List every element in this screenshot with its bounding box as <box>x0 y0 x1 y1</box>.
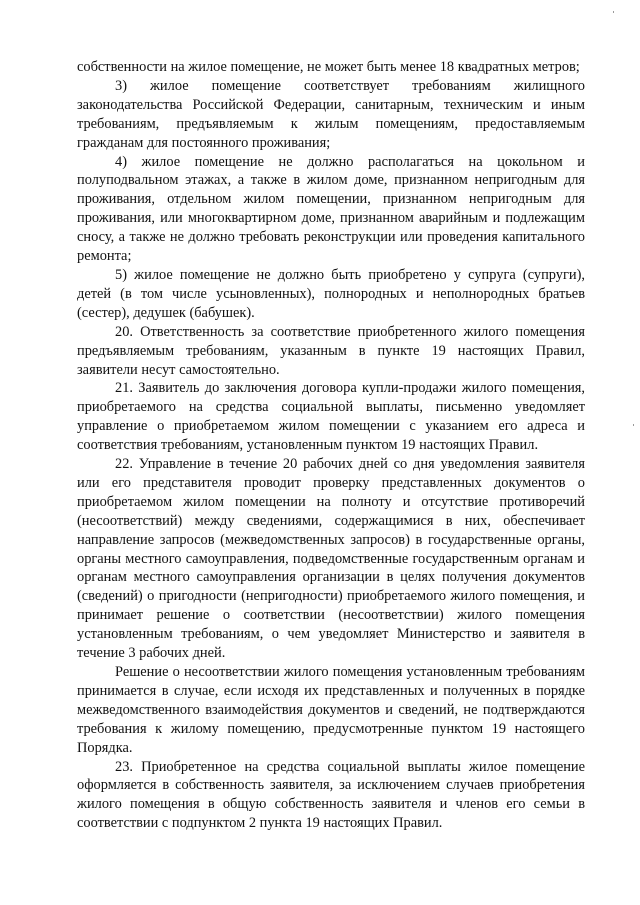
scan-artifact <box>613 11 614 13</box>
paragraph-continuation: собственности на жилое помещение, не может быть менее 18 квадратных метров; <box>77 59 580 75</box>
scan-artifact <box>633 424 634 426</box>
paragraph-decision: Решение о несоответствии жилого помещения установленным требованиям принимается в случае, если исходя их представленных и полученных в порядке межведомственного взаимодействия документов и сведений, не подтверждаются требования к жилому помещению, предусмотренные пунктом 19 настоящего Порядка. <box>77 664 585 756</box>
paragraph-clause-23: 23. Приобретенное на средства социальной выплаты жилое помещение оформляется в собственность заявителя, за исключением случаев приобретения жилого помещения в общую собственность заявителя и членов его семьи в соответствии с подпунктом 2 пункта 19 настоящих Правил. <box>77 758 585 832</box>
paragraph-clause-20: 20. Ответственность за соответствие приобретенного жилого помещения предъявляемым требованиям, указанным в пункте 19 настоящих Правил, заявители несут самостоятельно. <box>77 323 585 378</box>
paragraph-item-3: 3) жилое помещение соответствует требованиям жилищного законодательства Российской Федерации, санитарным, техническим и иным требованиям, предъявляемым к жилым помещениям, предоставляемым гражданам для постоянного проживания; <box>77 77 585 151</box>
document-body <box>77 58 585 833</box>
paragraph-clause-22: 22. Управление в течение 20 рабочих дней со дня уведомления заявителя или его представителя проводит проверку представленных документов о приобретаемом жилом помещении на полноту и отсутствие противоречий (несоответствий) между сведениями, содержащимися в них, обеспечивает направление запросов (межведомственных запросов) в государственные органы, органы местного самоуправления, подведомственные государственным органам и органам местного самоуправления организации в целях получения документов (сведений) о пригодности (непригодности) приобретаемого жилого помещения, и принимает решение о соответствии (несоответствии) жилого помещения установленным требованиям, о чем уведомляет Министерство и заявителя в течение 3 рабочих дней. <box>77 456 585 662</box>
paragraph-clause-21: 21. Заявитель до заключения договора купли-продажи жилого помещения, приобретаемого на средства социальной выплаты, письменно уведомляет управление о приобретаемом жилом помещении с указанием его адреса и соответствия требованиям, установленным пунктом 19 настоящих Правил. <box>77 380 585 454</box>
paragraph-item-5: 5) жилое помещение не должно быть приобретено у супруга (супруги), детей (в том числе усыновленных), полнородных и неполнородных братьев (сестер), дедушек (бабушек). <box>77 266 585 321</box>
paragraph-item-4: 4) жилое помещение не должно располагаться на цокольном и полуподвальном этажах, а также в жилом доме, признанном непригодным для проживания, отдельном жилом помещении, признанном непригодным для проживания, или многоквартирном доме, признанном аварийным и подлежащим сносу, а также не должно требовать реконструкции или проведения капитального ремонта; <box>77 153 585 265</box>
